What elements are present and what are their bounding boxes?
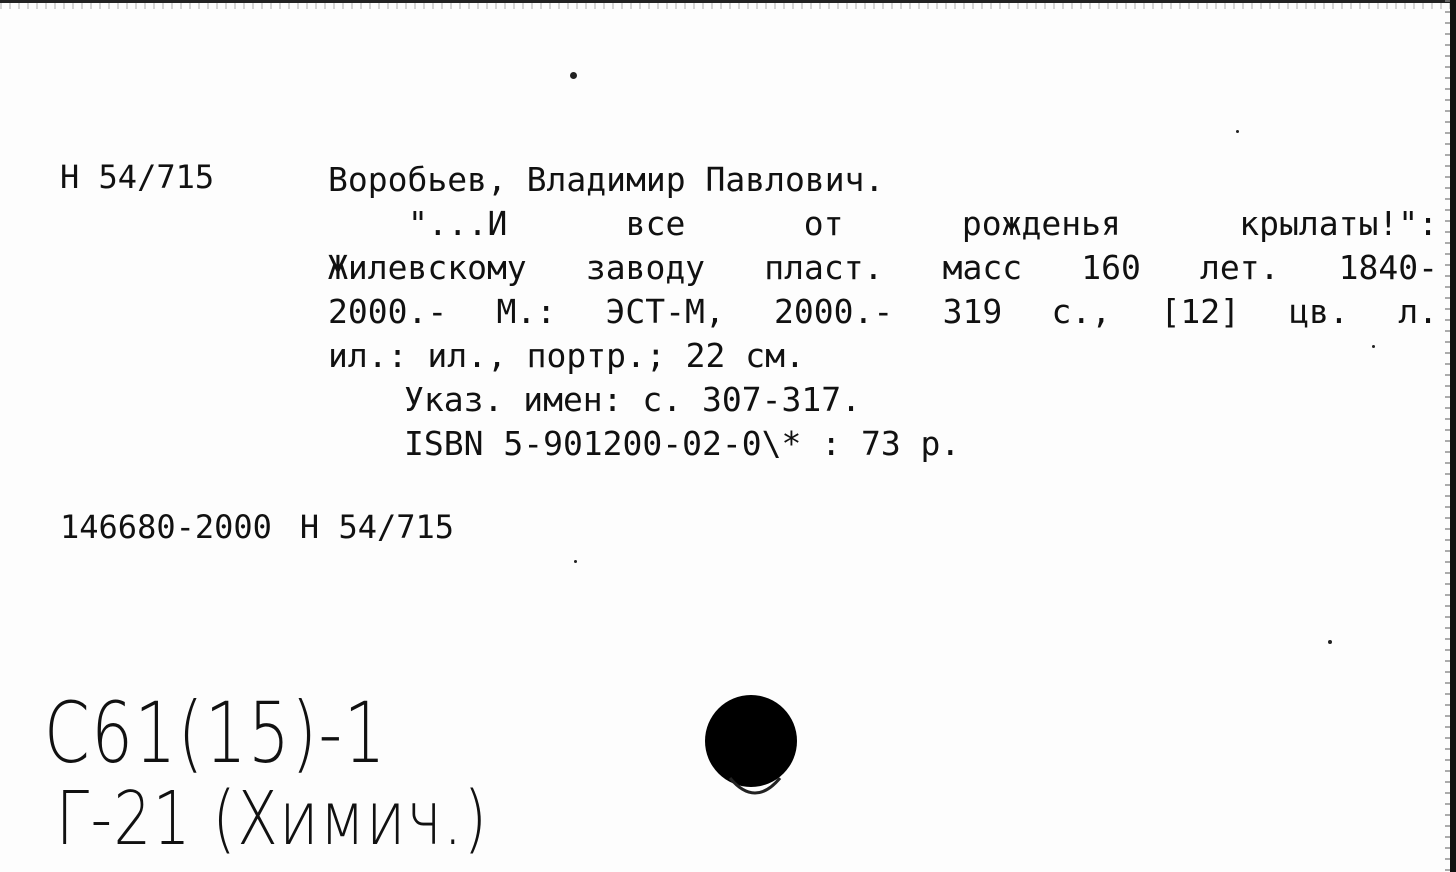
title-line-2	[328, 246, 1438, 290]
imprint-word: 2000.-	[774, 292, 894, 331]
title-word: 160	[1081, 248, 1141, 287]
bibliographic-entry	[328, 158, 1438, 466]
ink-speck	[570, 72, 577, 79]
imprint-word: с.,	[1051, 292, 1112, 331]
punch-hole-shadow	[725, 770, 785, 800]
imprint-word: л.	[1398, 292, 1438, 331]
title-word: крылаты!":	[1239, 204, 1438, 243]
card-right-noise	[1445, 0, 1450, 872]
ink-speck	[574, 560, 577, 563]
title-word: рожденья	[961, 204, 1121, 243]
imprint-word: 2000.-	[328, 292, 448, 331]
imprint-word: 319	[942, 292, 1003, 331]
shelfmark: Н 54/715	[60, 158, 215, 196]
title-word: заводу	[585, 248, 706, 287]
imprint-word: [12]	[1160, 292, 1240, 331]
imprint-word: ЭСТ-М,	[605, 292, 725, 331]
title-word: "...И	[408, 204, 508, 243]
title-word: пласт.	[764, 248, 884, 287]
title-word: 1840-	[1338, 248, 1438, 287]
card-right-edge	[1450, 0, 1456, 872]
title-word: Жилевскому	[328, 248, 527, 287]
imprint-line	[328, 290, 1438, 334]
physical-description: ил.: ил., портр.; 22 см.	[328, 336, 805, 375]
title-word: лет.	[1200, 248, 1280, 287]
title-word: масс	[942, 248, 1023, 287]
imprint-word: цв.	[1289, 292, 1349, 331]
accession-number: 146680-2000	[60, 508, 272, 546]
accession-shelfmark: Н 54/715	[299, 508, 455, 546]
accession-line	[60, 508, 454, 546]
ink-speck	[1328, 640, 1332, 644]
index-note: Указ. имен: с. 307-317.	[404, 380, 861, 419]
title-line-1	[328, 202, 1438, 246]
isbn-price: ISBN 5-901200-02-0\* : 73 р.	[404, 424, 961, 463]
title-word: от	[803, 204, 844, 243]
author-heading: Воробьев, Владимир Павлович.	[328, 160, 885, 199]
handwritten-classification: С61(15)-1	[44, 684, 387, 782]
title-word: все	[625, 204, 686, 243]
card-top-noise	[0, 3, 1456, 9]
imprint-word: М.:	[496, 292, 557, 331]
handwritten-author-mark: Г-21 (Химич.)	[56, 776, 489, 862]
ink-speck	[1236, 130, 1239, 133]
